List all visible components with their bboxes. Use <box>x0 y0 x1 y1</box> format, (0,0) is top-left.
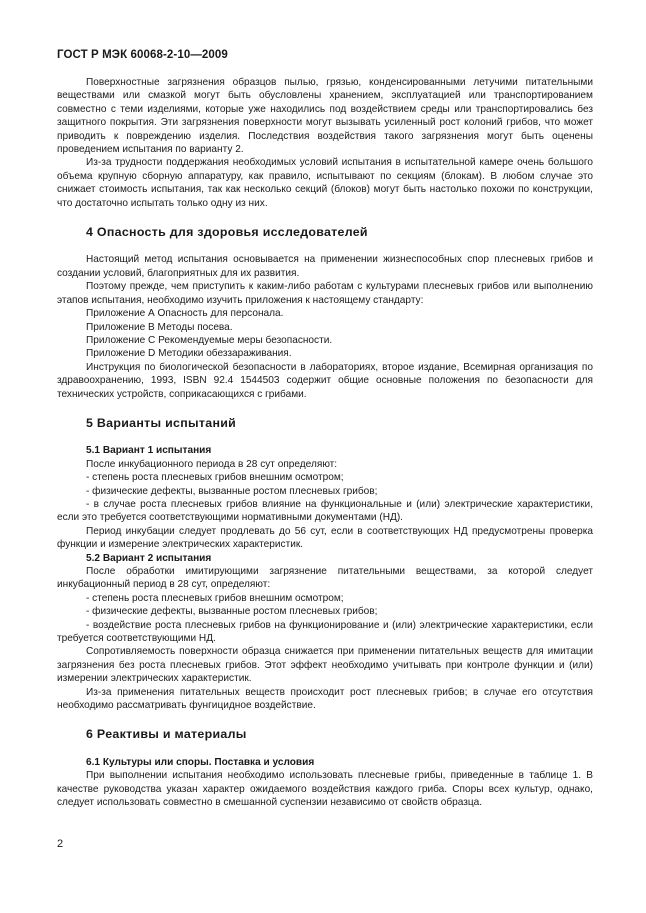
section-4-paragraph-1: Настоящий метод испытания основывается на применении жизнеспособных спор плесневых грибов и создании условий, благоприятных для их развития. <box>57 254 593 279</box>
list-item: - степень роста плесневых грибов внешним осмотром; <box>86 592 344 604</box>
document-body <box>57 76 593 810</box>
section-5-heading: 5 Варианты испытаний <box>86 415 237 430</box>
document-header: ГОСТ Р МЭК 60068-2-10—2009 <box>57 49 228 61</box>
subsection-5-1-heading: 5.1 Вариант 1 испытания <box>86 445 212 457</box>
subsection-6-1-paragraph: При выполнении испытания необходимо использовать плесневые грибы, приведенные в таблице 1. В качестве руководства указан характер ожидаемого воздействия каждого гриба. Споры всех культур, однако, следует использовать совместно в смешанной суспензии независимо от свойств образца. <box>57 770 593 809</box>
intro-paragraph-2: Из-за трудности поддержания необходимых условий испытания в испытательной камере очень большого объема крупную сборную аппаратуру, как правило, испытывают по секциям (блокам). В любом случае это снижает стоимость испытания, так как несколько секций (блоков) могут быть настолько похожи по конструкции, что достаточно испытать только одну из них. <box>57 157 593 209</box>
subsection-6-1-heading: 6.1 Культуры или споры. Поставка и условия <box>86 756 315 768</box>
subsection-5-2-tail-1: Сопротивляемость поверхности образца снижается при применении питательных веществ для имитации загрязнения без роста плесневых грибов. Этот эффект необходимо учитывать при контроле функции и (или) измерении электрических характеристик. <box>57 646 593 685</box>
annex-item: Приложение В Методы посева. <box>86 321 233 333</box>
subsection-5-2-lead: После обработки имитирующими загрязнение питательными веществами, за которой следует инкубационный период в 28 сут, определяют: <box>57 566 593 591</box>
page-number: 2 <box>57 838 64 850</box>
list-item: - степень роста плесневых грибов внешним осмотром; <box>86 472 344 484</box>
subsection-5-1-lead: После инкубационного периода в 28 сут определяют: <box>86 458 338 470</box>
list-item: - физические дефекты, вызванные ростом плесневых грибов; <box>86 485 378 497</box>
section-4-heading: 4 Опасность для здоровья исследователей <box>86 225 368 240</box>
list-item: - в случае роста плесневых грибов влияние на функциональные и (или) электрические характеристики, если это требуется соответствующими нормативными документами (НД). <box>57 498 593 524</box>
list-item: - воздействие роста плесневых грибов на функционирование и (или) электрические характеристики, если требуется соответствующими НД. <box>57 619 593 645</box>
annex-item: Приложение А Опасность для персонала. <box>86 308 284 320</box>
section-4-paragraph-2: Поэтому прежде, чем приступить к каким-либо работам с культурами плесневых грибов или выполнению этапов испытания, необходимо изучить приложения к настоящему стандарту: <box>57 281 593 306</box>
subsection-5-2-tail-2: Из-за применения питательных веществ происходит рост плесневых грибов; в случае его отсутствия необходимо рассматривать фунгицидное воздействие. <box>57 686 593 712</box>
subsection-5-2-heading: 5.2 Вариант 2 испытания <box>86 552 212 564</box>
list-item: - физические дефекты, вызванные ростом плесневых грибов; <box>86 606 378 618</box>
annex-item: Приложение D Методики обеззараживания. <box>86 348 292 360</box>
intro-paragraph-1: Поверхностные загрязнения образцов пылью, грязью, конденсированными летучими питательными веществами или смазкой могут быть обусловлены хранением, эксплуатацией или транспортированием совместно с теми изделиями, которые уже находились под воздействием среды или транспортировались без защитного покрытия. Эти загрязнения поверхности могут вызывать усиленный рост колоний грибов, что может приводить к повреждению изделия. Последствия воздействия такого загрязнения могут быть оценены проведением испытания по варианту 2. <box>57 77 593 156</box>
section-4-paragraph-3: Инструкция по биологической безопасности в лабораториях, второе издание, Всемирная организация по здравоохранению, 1993, ISBN 92.4 1544503 содержит общие основные положения по безопасности для технических устройств, соприкасающихся с грибами. <box>57 361 593 400</box>
section-6-heading: 6 Реактивы и материалы <box>86 727 247 742</box>
subsection-5-1-tail: Период инкубации следует продлевать до 56 сут, если в соответствующих НД предусмотрены проверка функции и измерение электрических характеристик. <box>57 525 593 551</box>
annex-item: Приложение С Рекомендуемые меры безопасности. <box>86 334 333 346</box>
